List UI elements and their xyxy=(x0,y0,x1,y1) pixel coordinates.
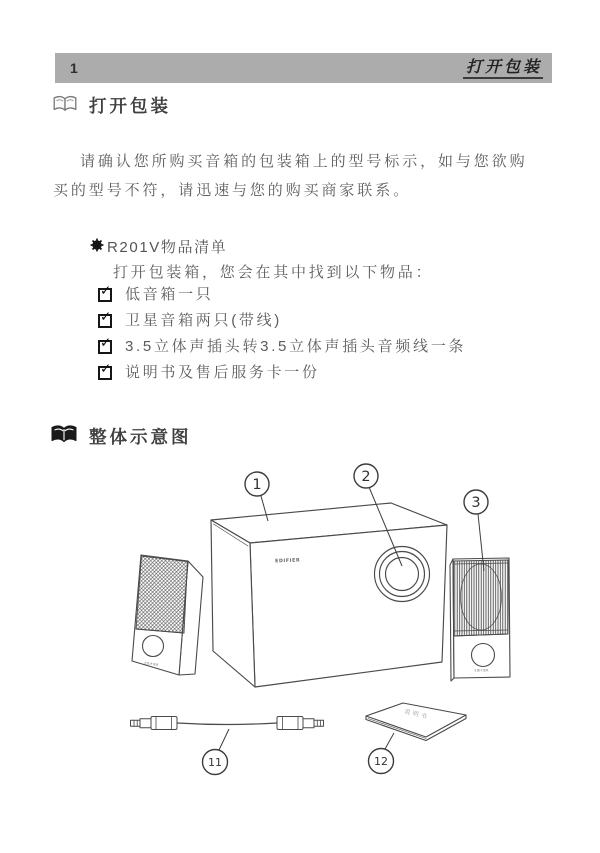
list-title: R201V物品清单 xyxy=(107,239,228,256)
checklist-item xyxy=(98,335,467,355)
section-title: 整体示意图 xyxy=(89,426,192,447)
checklist-item xyxy=(98,361,320,381)
overview-diagram xyxy=(85,460,525,795)
item-label: 说明书及售后服务卡一份 xyxy=(125,364,320,381)
section-title: 打开包装 xyxy=(89,96,171,116)
chapter-title: 打开包装 xyxy=(463,57,543,79)
booklet-label: 说明书 xyxy=(403,708,430,722)
leader-line xyxy=(219,729,229,750)
satellite-left-drawing xyxy=(132,555,203,675)
check-mark: ✓ xyxy=(100,335,112,350)
callout-number-2: 2 xyxy=(361,469,371,486)
manual-booklet-drawing xyxy=(366,703,466,741)
audio-cable-drawing xyxy=(131,717,324,730)
check-mark: ✓ xyxy=(100,283,112,298)
item-label: 3.5立体声插头转3.5立体声插头音频线一条 xyxy=(125,338,467,355)
checkbox-icon xyxy=(98,361,112,380)
callout-number-1: 1 xyxy=(252,477,262,494)
checkbox-icon xyxy=(98,335,112,354)
open-book-filled-icon xyxy=(50,424,78,449)
item-label: 低音箱一只 xyxy=(125,286,214,303)
edifier-logo-text: EDIFIER xyxy=(274,558,301,565)
checklist-item xyxy=(98,283,214,303)
open-book-icon xyxy=(52,94,78,118)
section-overview-heading xyxy=(50,424,192,449)
leader-line xyxy=(385,733,394,749)
header-bar xyxy=(55,53,552,83)
checkbox-icon xyxy=(98,309,112,328)
list-intro: 打开包装箱，您会在其中找到以下物品： xyxy=(113,264,434,281)
satellite-right-drawing xyxy=(450,558,510,681)
edifier-logo-text: EDIFIER xyxy=(144,661,159,668)
paragraph-line: 买的型号不符，请迅速与您的购买商家联系。 xyxy=(53,182,412,199)
checklist-item xyxy=(98,309,282,329)
callout-number-11: 11 xyxy=(208,755,222,769)
check-mark: ✓ xyxy=(100,361,112,376)
sunburst-bullet-icon xyxy=(90,238,104,252)
page-number: 1 xyxy=(70,60,78,76)
check-mark: ✓ xyxy=(100,309,112,324)
callout-number-12: 12 xyxy=(374,754,388,768)
section-unpacking-heading xyxy=(52,94,171,118)
paragraph-line: 请确认您所购买音箱的包装箱上的型号标示，如与您欲购 xyxy=(80,153,528,170)
subwoofer-drawing xyxy=(211,503,447,687)
callout-number-3: 3 xyxy=(471,495,481,512)
edifier-logo-text: EDIFIER xyxy=(474,668,489,673)
item-label: 卫星音箱两只(带线) xyxy=(125,312,282,329)
checkbox-icon xyxy=(98,283,112,302)
